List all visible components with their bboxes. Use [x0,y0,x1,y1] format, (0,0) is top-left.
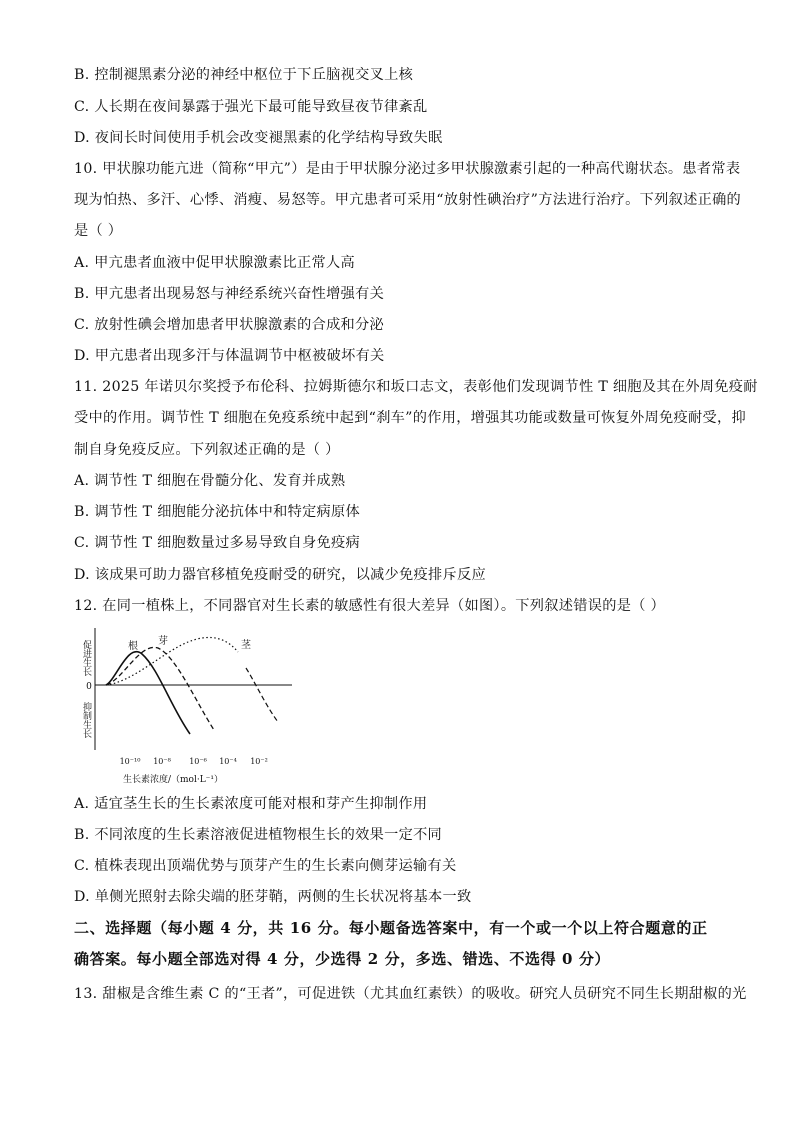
curve-label-bud: 芽 [158,636,168,647]
option-12b: B. 不同浓度的生长素溶液促进植物根生长的效果一定不同 [74,827,443,843]
x-tick-label: 10⁻⁶ [189,757,207,766]
x-tick-label: 10⁻⁸ [153,757,171,766]
bud-curve [106,647,214,730]
curve-label-root: 根 [128,641,138,652]
option-10c: C. 放射性碘会增加患者甲状腺激素的合成和分泌 [74,317,385,333]
x-tick-label: 10⁻² [250,757,268,766]
section-heading-line-1: 二、选择题（每小题 4 分，共 16 分。每小题备选答案中，有一个或一个以上符合题意的正 [74,919,708,937]
curve-label-stem: 茎 [241,640,251,651]
x-tick-label: 10⁻⁴ [219,757,237,766]
option-11a: A. 调节性 T 细胞在骨髓分化、发育并成熟 [74,473,346,489]
zero-label: 0 [86,682,92,692]
option-11b: B. 调节性 T 细胞能分泌抗体中和特定病原体 [74,504,361,520]
option-10d: D. 甲亢患者出现多汗与体温调节中枢被破坏有关 [74,348,385,364]
question-11-line-1: 11. 2025 年诺贝尔奖授予布伦科、拉姆斯德尔和坂口志文，表彰他们发现调节性 T 细胞及其在外周免疫耐 [74,379,758,395]
stem-curve-lower [246,668,278,722]
question-10-line-1: 10. 甲状腺功能亢进（简称“甲亢”）是由于甲状腺分泌过多甲状腺激素引起的一种高代谢状态。患者常表 [74,161,741,177]
option-12c: C. 植株表现出顶端优势与顶芽产生的生长素向侧芽运输有关 [74,858,457,874]
question-10-line-3: 是（ ） [74,223,123,239]
question-10-line-2: 现为怕热、多汗、心悸、消瘦、易怒等。甲亢患者可采用“放射性碘治疗”方法进行治疗。下列叙述正确的 [74,192,742,208]
stem-curve-upper [106,637,238,685]
question-11-line-2: 受中的作用。调节性 T 细胞在免疫系统中起到“刹车”的作用，增强其功能或数量可恢复外周免疫耐受，抑 [74,410,746,426]
option-10a: A. 甲亢患者血液中促甲状腺激素比正常人高 [74,255,355,271]
option-9b: B. 控制褪黑素分泌的神经中枢位于下丘脑视交叉上核 [74,67,414,83]
option-12d: D. 单侧光照射去除尖端的胚芽鞘，两侧的生长状况将基本一致 [74,889,472,905]
auxin-sensitivity-chart [78,622,300,790]
question-11-line-3: 制自身免疫反应。下列叙述正确的是（ ） [74,442,340,458]
option-10b: B. 甲亢患者出现易怒与神经系统兴奋性增强有关 [74,286,385,302]
root-curve [106,652,190,734]
question-13-line-1: 13. 甜椒是含维生素 C 的“王者”，可促进铁（尤其血红素铁）的吸收。研究人员研究不同生长期甜椒的光 [74,986,747,1002]
question-12: 12. 在同一植株上，不同器官对生长素的敏感性有很大差异（如图）。下列叙述错误的是（ ） [74,598,665,614]
section-heading-line-2: 确答案。每小题全部选对得 4 分，少选得 2 分，多选、错选、不选得 0 分） [74,950,611,968]
x-axis-title: 生长素浓度/（mol·L⁻¹） [122,775,224,785]
option-12a: A. 适宜茎生长的生长素浓度可能对根和芽产生抑制作用 [74,796,428,812]
option-9d: D. 夜间长时间使用手机会改变褪黑素的化学结构导致失眠 [74,130,443,146]
x-tick-label: 10⁻¹⁰ [119,757,141,766]
y-label-promote: 促进生长 [81,640,91,676]
option-11d: D. 该成果可助力器官移植免疫耐受的研究，以减少免疫排斥反应 [74,567,486,583]
option-9c: C. 人长期在夜间暴露于强光下最可能导致昼夜节律紊乱 [74,99,428,115]
option-11c: C. 调节性 T 细胞数量过多易导致自身免疫病 [74,535,360,551]
y-label-inhibit: 抑制生长 [81,702,91,738]
